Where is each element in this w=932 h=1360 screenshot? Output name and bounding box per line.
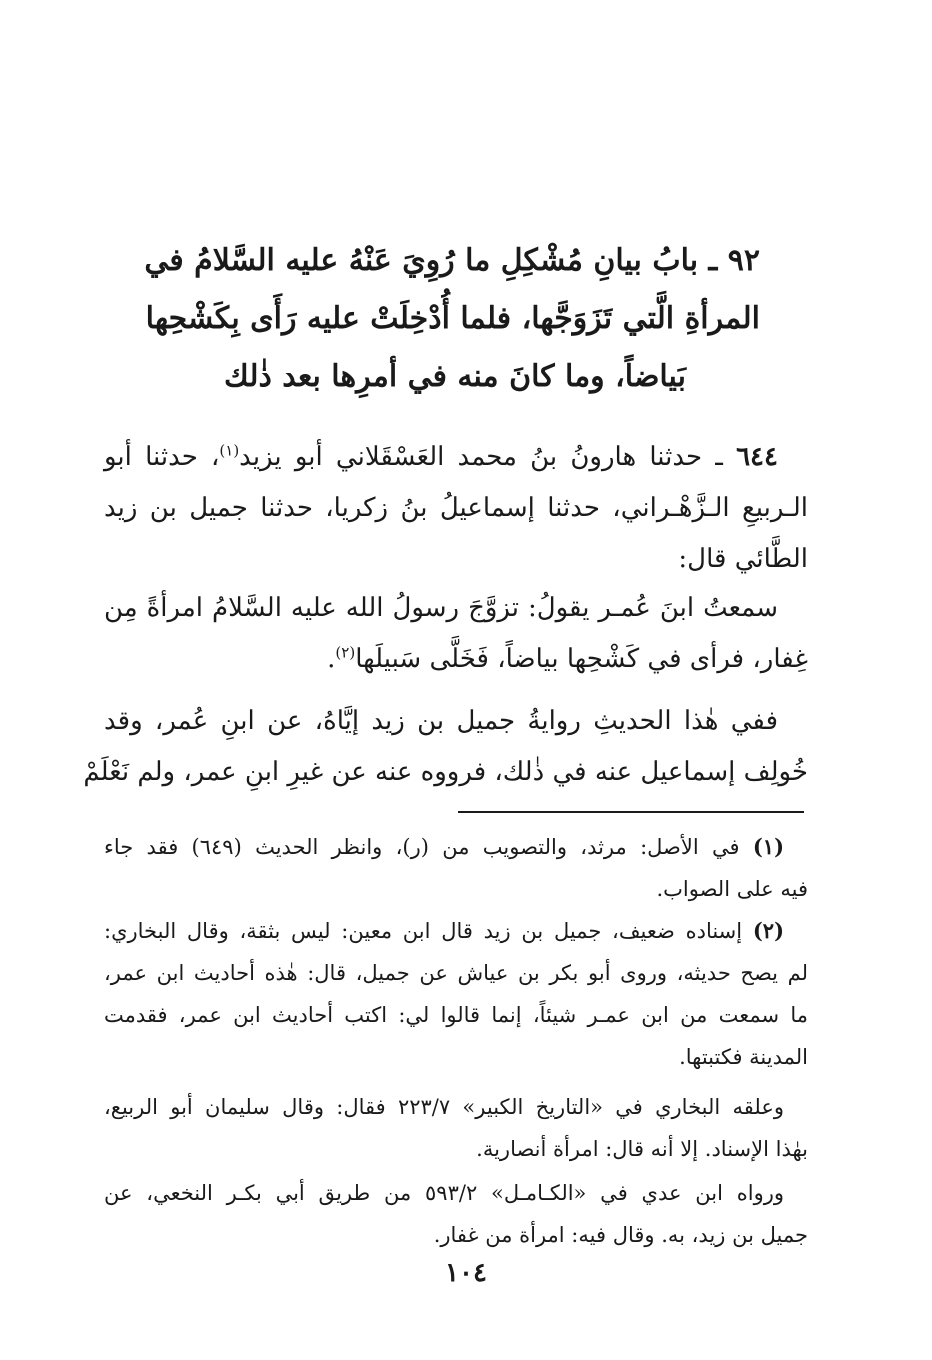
footnote-text: إسناده ضعيف، جميل بن زيد قال ابن معين: ليس بثقة، وقال البخاري: bbox=[104, 919, 753, 943]
footnote-text: في الأصل: مرثد، والتصويب من (ر)، وانظر الحديث (٦٤٩) فقد جاء bbox=[104, 835, 753, 859]
footnote-line bbox=[104, 910, 808, 952]
footnote-1 bbox=[104, 826, 808, 910]
chapter-title-line: بَياضاً، وما كانَ منه في أمرِها بعد ذٰلك bbox=[224, 359, 686, 394]
hadith-text: ، حدثنا أبو bbox=[104, 442, 220, 472]
footnote-line: لم يصح حديثه، وروى أبو بكر بن عياش عن جميل، قال: هٰذه أحاديث ابن عمر، bbox=[104, 961, 808, 985]
footnote-continuation bbox=[104, 1086, 808, 1170]
footnote-line bbox=[104, 1172, 808, 1214]
footnote-line bbox=[104, 1086, 808, 1128]
footnote-number: (٢) bbox=[752, 918, 784, 943]
footnote-divider bbox=[458, 811, 804, 813]
chapter-title-line: ٩٢ ـ بابُ بيانِ مُشْكِلِ ما رُوِيَ عَنْهُ عليه السَّلامُ في bbox=[144, 243, 760, 278]
footnote-line: جميل بن زيد، به. وقال فيه: امرأة من غفار. bbox=[433, 1223, 808, 1247]
footnote-continuation bbox=[104, 1172, 808, 1256]
narration-text: غِفار، فرأى في كَشْحِها بياضاً، فَخَلَّى سَبيلَها bbox=[355, 644, 808, 674]
footnote-number: (١) bbox=[752, 834, 785, 859]
hadith-number: ٦٤٤ bbox=[736, 442, 778, 472]
narration-text: . bbox=[327, 644, 336, 674]
narration-line bbox=[104, 634, 808, 685]
narration-line bbox=[104, 583, 808, 634]
hadith-line: الـربيعِ الـزَّهْـراني، حدثنا إسماعيلُ بنُ زكريا، حدثنا جميل بن زيد bbox=[104, 493, 808, 523]
footnote-line: ما سمعت من ابن عمـر شيئاً، إنما قالوا لي: اكتب أحاديث ابن عمر، فقدمت bbox=[104, 1003, 808, 1027]
footnote-line bbox=[104, 826, 808, 868]
hadith-line: الطَّائي قال: bbox=[678, 544, 808, 574]
commentary-paragraph bbox=[83, 696, 808, 798]
footnote-text: ورواه ابن عدي في «الكـامـل» ٥٩٣/٢ من طريق أبي بكـر النخعي، عن bbox=[104, 1181, 784, 1205]
footnote-text: وعلقه البخاري في «التاريخ الكبير» ٢٢٣/٧ فقال: وقال سليمان أبو الربيع، bbox=[104, 1095, 784, 1119]
page-number: ١٠٤ bbox=[445, 1258, 487, 1288]
commentary-text: ففي هٰذا الحديثِ روايةُ جميل بن زيد إيَّاهُ، عن ابنِ عُمر، وقد bbox=[104, 706, 778, 736]
chapter-title-line: المرأةِ الَّتي تَزَوَجَّها، فلما أُدْخِلَتْ عليه رَأَى بِكَشْحِها bbox=[145, 301, 760, 336]
footnote-ref[interactable]: (١) bbox=[219, 441, 240, 460]
hadith-paragraph bbox=[104, 432, 808, 585]
chapter-title bbox=[144, 232, 760, 406]
footnote-line: المدينة فكتبتها. bbox=[679, 1045, 808, 1069]
footnote-ref[interactable]: (٢) bbox=[335, 643, 356, 662]
narration-paragraph bbox=[104, 583, 808, 685]
commentary-line bbox=[104, 696, 808, 747]
hadith-line bbox=[104, 432, 808, 483]
footnote-line: فيه على الصواب. bbox=[656, 877, 808, 901]
narration-text: سمعتُ ابنَ عُمـر يقولُ: تزوَّجَ رسولُ الله عليه السَّلامُ امرأةً مِن bbox=[104, 593, 778, 623]
hadith-text: ـ حدثنا هارونُ بنُ محمد العَسْقَلاني أبو يزيد bbox=[239, 442, 737, 472]
commentary-line: خُولِف إسماعيل عنه في ذٰلك، فرووه عنه عن غيرِ ابنِ عمر، ولم نَعْلَمْ bbox=[83, 757, 808, 787]
footnote-2 bbox=[104, 910, 808, 1078]
footnote-line: بهٰذا الإسناد. إلا أنه قال: امرأة أنصارية. bbox=[476, 1137, 808, 1161]
